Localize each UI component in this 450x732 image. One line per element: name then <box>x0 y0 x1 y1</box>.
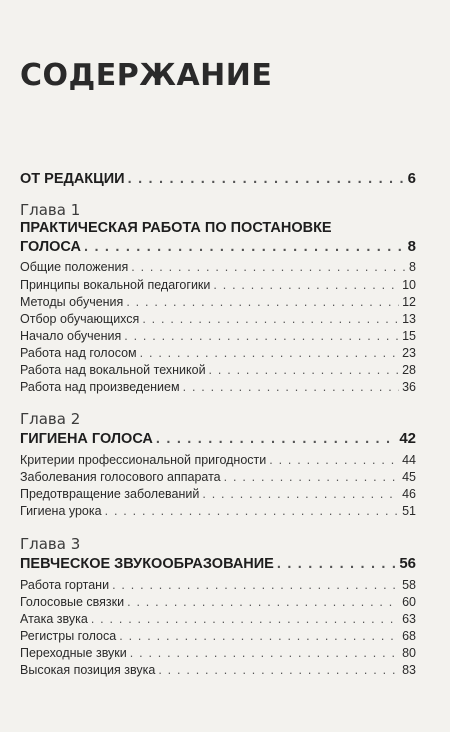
chapter-label: Глава 2 <box>20 410 81 428</box>
chapter-heading: ПРАКТИЧЕСКАЯ РАБОТА ПО ПОСТАНОВКЕ <box>20 220 332 236</box>
dot-leader <box>131 260 406 274</box>
dot-leader <box>183 380 400 394</box>
dot-leader <box>128 171 405 187</box>
dot-leader <box>158 663 399 677</box>
toc-entry-label: Атака звука <box>20 612 88 626</box>
dot-leader <box>209 363 400 377</box>
toc-entry-label: Заболевания голосового аппарата <box>20 470 221 484</box>
chapter-heading: ГОЛОСА <box>20 239 81 255</box>
toc-entry-label: Общие положения <box>20 260 129 274</box>
toc-entry-label: Методы обучения <box>20 295 124 309</box>
chapter-label: Глава 3 <box>20 535 81 553</box>
chapter-heading-row <box>20 430 416 447</box>
dot-leader <box>269 453 399 467</box>
dot-leader <box>91 612 399 626</box>
toc-entry-label: Высокая позиция звука <box>20 663 156 677</box>
page-title: СОДЕРЖАНИЕ <box>20 58 273 93</box>
toc-entry-label: Работа над произведением <box>20 380 180 394</box>
toc-entry <box>20 278 416 292</box>
toc-entry <box>20 380 416 394</box>
toc-entry-page: 68 <box>402 629 416 643</box>
toc-entry-page: 36 <box>402 380 416 394</box>
dot-leader <box>277 556 396 572</box>
toc-entry-label: ОТ РЕДАКЦИИ <box>20 171 125 187</box>
dot-leader <box>119 629 399 643</box>
toc-entry-page: 23 <box>402 346 416 360</box>
toc-entry-page: 46 <box>402 487 416 501</box>
dot-leader <box>126 295 399 309</box>
toc-entry-label: Принципы вокальной педагогики <box>20 278 211 292</box>
toc-entry-page: 60 <box>402 595 416 609</box>
toc-entry-label: Переходные звуки <box>20 646 127 660</box>
toc-entry-page: 8 <box>407 238 416 255</box>
dot-leader <box>156 431 396 447</box>
toc-entry-label: Начало обучения <box>20 329 122 343</box>
toc-entry-page: 12 <box>402 295 416 309</box>
toc-entry <box>20 504 416 518</box>
chapter-label: Глава 1 <box>20 201 81 219</box>
toc-entry <box>20 470 416 484</box>
toc-entry-page: 63 <box>402 612 416 626</box>
toc-entry <box>20 578 416 592</box>
dot-leader <box>140 346 399 360</box>
chapter-heading-row <box>20 555 416 572</box>
toc-entry-label: Работа гортани <box>20 578 110 592</box>
toc-entry-label: Регистры голоса <box>20 629 117 643</box>
dot-leader <box>124 329 399 343</box>
toc-entry <box>20 312 416 326</box>
toc-entry-label: Критерии профессиональной пригодности <box>20 453 267 467</box>
toc-entry <box>20 595 416 609</box>
toc-entry-page: 51 <box>402 504 416 518</box>
toc-entry-page: 28 <box>402 363 416 377</box>
toc-entry-label: Гигиена урока <box>20 504 102 518</box>
toc-entry-page: 80 <box>402 646 416 660</box>
toc-entry <box>20 295 416 309</box>
chapter-heading: ГИГИЕНА ГОЛОСА <box>20 431 153 447</box>
toc-entry-editorial <box>20 170 416 187</box>
toc-entry-page: 58 <box>402 578 416 592</box>
toc-entry <box>20 329 416 343</box>
dot-leader <box>112 578 399 592</box>
dot-leader <box>142 312 399 326</box>
toc-entry <box>20 629 416 643</box>
toc-entry-label: Работа над голосом <box>20 346 137 360</box>
chapter-heading: ПЕВЧЕСКОЕ ЗВУКООБРАЗОВАНИЕ <box>20 556 274 572</box>
toc-entry-page: 10 <box>402 278 416 292</box>
toc-entry-page: 13 <box>402 312 416 326</box>
dot-leader <box>202 487 399 501</box>
toc-entry <box>20 453 416 467</box>
dot-leader <box>213 278 399 292</box>
toc-entry-label: Предотвращение заболеваний <box>20 487 200 501</box>
chapter-heading-row <box>20 238 416 255</box>
dot-leader <box>84 239 405 255</box>
toc-entry <box>20 646 416 660</box>
dot-leader <box>224 470 399 484</box>
toc-entry-page: 44 <box>402 453 416 467</box>
dot-leader <box>105 504 400 518</box>
toc-entry-label: Работа над вокальной техникой <box>20 363 206 377</box>
toc-entry-label: Голосовые связки <box>20 595 125 609</box>
toc-entry <box>20 363 416 377</box>
toc-entry <box>20 612 416 626</box>
toc-entry-page: 45 <box>402 470 416 484</box>
toc-entry-page: 8 <box>409 260 416 274</box>
toc-entry-page: 15 <box>402 329 416 343</box>
toc-entry-page: 42 <box>399 430 416 447</box>
toc-entry <box>20 260 416 274</box>
toc-entry-page: 6 <box>407 170 416 187</box>
toc-entry <box>20 487 416 501</box>
toc-entry <box>20 663 416 677</box>
toc-entry-page: 56 <box>399 555 416 572</box>
dot-leader <box>127 595 399 609</box>
toc-entry <box>20 346 416 360</box>
toc-entry-page: 83 <box>402 663 416 677</box>
dot-leader <box>130 646 399 660</box>
toc-entry-label: Отбор обучающихся <box>20 312 140 326</box>
